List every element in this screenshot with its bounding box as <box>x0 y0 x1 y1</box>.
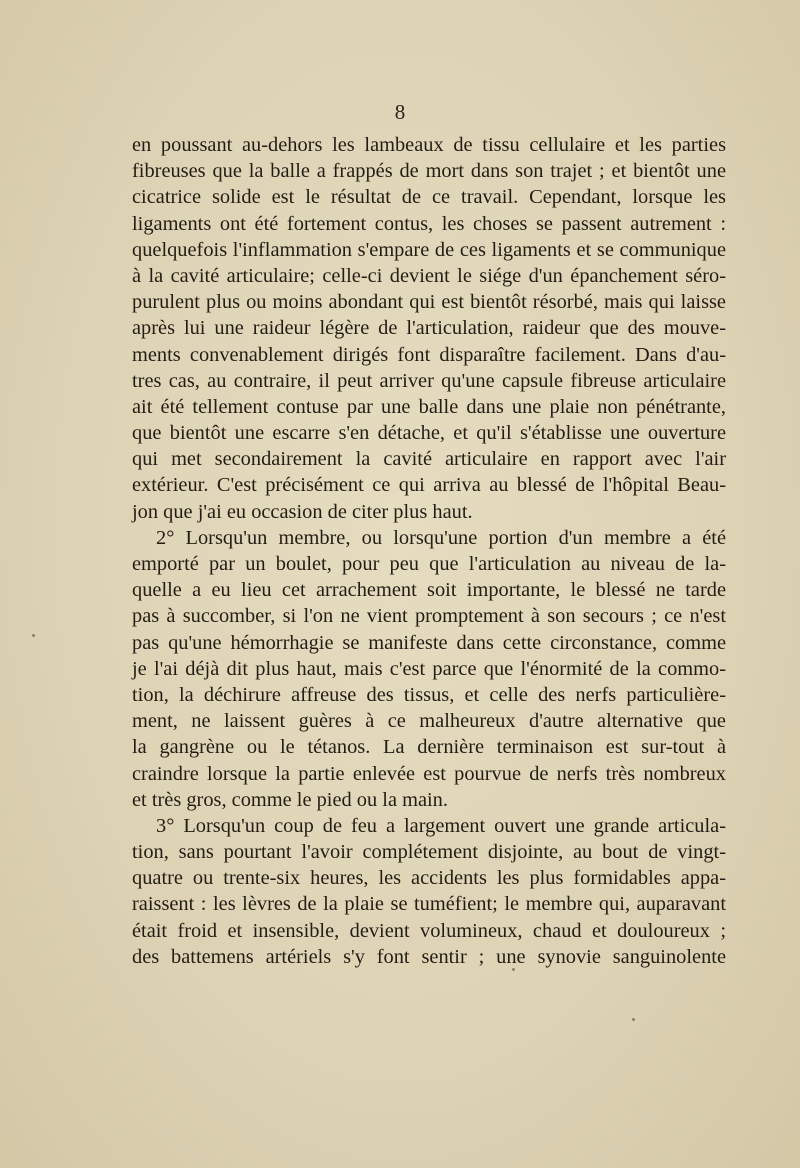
text-line: était froid et insensible, devient volumineux, chaud et douloureux ; <box>132 919 726 942</box>
text-line: et très gros, comme le pied ou la main. <box>132 788 448 811</box>
text-line: ligaments ont été fortement contus, les choses se passent autrement : <box>132 212 726 235</box>
text-line: pas à succomber, si l'on ne vient promptement à son secours ; ce n'est <box>132 605 726 628</box>
text-line: que bientôt une escarre s'en détache, et qu'il s'établisse une ouverture <box>132 422 726 445</box>
paper-speck <box>32 634 35 637</box>
text-line: des battemens artériels s'y font sentir ; une synovie sanguinolente <box>132 945 726 968</box>
text-line: qui met secondairement la cavité articulaire en rapport avec l'air <box>132 448 726 471</box>
text-line: purulent plus ou moins abondant qui est bientôt résorbé, mais qui laisse <box>132 291 726 314</box>
text-line: jon que j'ai eu occasion de citer plus haut. <box>132 500 473 523</box>
text-line: quatre ou trente-six heures, les accidents les plus formidables appa- <box>132 867 726 890</box>
text-line: quelquefois l'inflammation s'empare de ces ligaments et se communique <box>132 238 726 261</box>
text-line: quelle a eu lieu cet arrachement soit importante, le blessé ne tarde <box>132 579 726 602</box>
text-line: ments convenablement dirigés font disparaître facilement. Dans d'au- <box>132 343 726 366</box>
paper-speck <box>512 968 515 971</box>
text-line: ment, ne laissent guères à ce malheureux d'autre alternative que <box>132 710 726 733</box>
text-line: ait été tellement contuse par une balle dans une plaie non pénétrante, <box>132 395 726 418</box>
text-line: 2° Lorsqu'un membre, ou lorsqu'une portion d'un membre a été <box>156 526 726 549</box>
page-number: 8 <box>394 100 406 124</box>
body-text <box>132 132 726 970</box>
text-line: pas qu'une hémorrhagie se manifeste dans cette circonstance, comme <box>132 631 726 654</box>
text-line: extérieur. C'est précisément ce qui arriva au blessé de l'hôpital Beau- <box>132 474 726 497</box>
text-line: la gangrène ou le tétanos. La dernière terminaison est sur-tout à <box>132 736 726 759</box>
text-line: après lui une raideur légère de l'articulation, raideur que des mouve- <box>132 317 726 340</box>
text-line: fibreuses que la balle a frappés de mort dans son trajet ; et bientôt une <box>132 160 726 183</box>
text-line: tion, la déchirure affreuse des tissus, et celle des nerfs particulière- <box>132 683 726 706</box>
text-line: cicatrice solide est le résultat de ce travail. Cependant, lorsque les <box>132 186 726 209</box>
text-line: tion, sans pourtant l'avoir complétement disjointe, au bout de vingt- <box>132 841 726 864</box>
text-line: emporté par un boulet, pour peu que l'articulation au niveau de la- <box>132 553 726 575</box>
text-line: en poussant au-dehors les lambeaux de tissu cellulaire et les parties <box>132 134 726 156</box>
paper-speck <box>632 1018 635 1021</box>
text-line: 3° Lorsqu'un coup de feu a largement ouvert une grande articula- <box>156 814 726 837</box>
text-line: je l'ai déjà dit plus haut, mais c'est parce que l'énormité de la commo- <box>132 657 726 680</box>
text-line: craindre lorsque la partie enlevée est pourvue de nerfs très nombreux <box>132 762 726 785</box>
text-line: tres cas, au contraire, il peut arriver qu'une capsule fibreuse articulaire <box>132 369 726 392</box>
text-line: à la cavité articulaire; celle-ci devient le siége d'un épanchement séro- <box>132 264 726 287</box>
text-line: raissent : les lèvres de la plaie se tuméfient; le membre qui, auparavant <box>132 893 726 916</box>
